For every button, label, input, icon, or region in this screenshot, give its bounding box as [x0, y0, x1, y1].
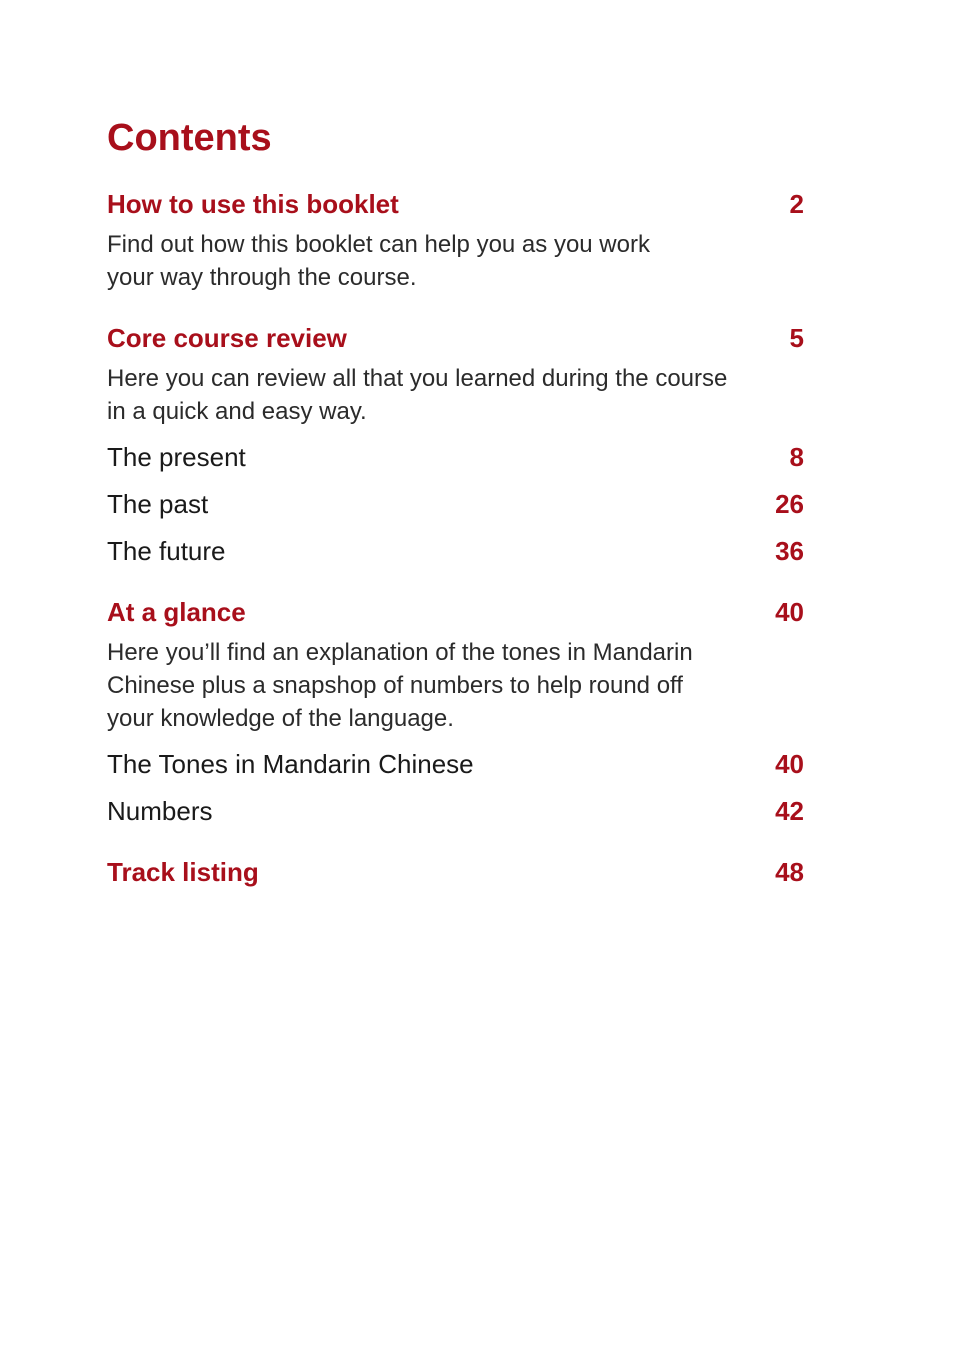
item-label: The future: [107, 536, 226, 566]
description-line: your way through the course.: [107, 264, 417, 291]
page-number: 5: [789, 323, 804, 353]
toc-section-how-to-use[interactable]: [107, 188, 804, 220]
page-number: 48: [775, 857, 804, 887]
page-number: 40: [775, 597, 804, 627]
description-line: your knowledge of the language.: [107, 705, 454, 732]
description-line: Here you can review all that you learned during the course: [107, 365, 728, 392]
toc-item-the-present[interactable]: [107, 441, 804, 473]
section-heading: Core course review: [107, 323, 347, 353]
toc-item-the-past[interactable]: [107, 488, 804, 520]
item-label: The Tones in Mandarin Chinese: [107, 749, 474, 779]
toc-item-numbers[interactable]: [107, 795, 804, 827]
toc-item-the-future[interactable]: [107, 535, 804, 567]
section-description: [107, 362, 727, 428]
description-line: Chinese plus a snapshop of numbers to help round off: [107, 672, 683, 699]
toc-section-at-a-glance[interactable]: [107, 596, 804, 628]
toc-section-track-listing[interactable]: [107, 856, 804, 888]
page-number: 26: [775, 489, 804, 519]
section-description: [107, 636, 693, 735]
section-heading: How to use this booklet: [107, 189, 399, 219]
page-number: 42: [775, 796, 804, 826]
description-line: in a quick and easy way.: [107, 398, 367, 425]
page-number: 8: [789, 442, 804, 472]
section-heading: At a glance: [107, 597, 246, 627]
page-number: 2: [789, 189, 804, 219]
item-label: The past: [107, 489, 209, 519]
section-heading: Track listing: [107, 857, 259, 887]
page-number: 36: [775, 536, 804, 566]
toc-item-tones[interactable]: [107, 748, 804, 780]
page-number: 40: [775, 749, 804, 779]
description-line: Find out how this booklet can help you as you work: [107, 231, 650, 258]
item-label: The present: [107, 442, 246, 472]
toc-section-core-course-review[interactable]: [107, 322, 804, 354]
description-line: Here you’ll find an explanation of the tones in Mandarin: [107, 639, 693, 666]
item-label: Numbers: [107, 796, 213, 826]
section-description: [107, 228, 650, 294]
page-title: Contents: [107, 117, 272, 159]
